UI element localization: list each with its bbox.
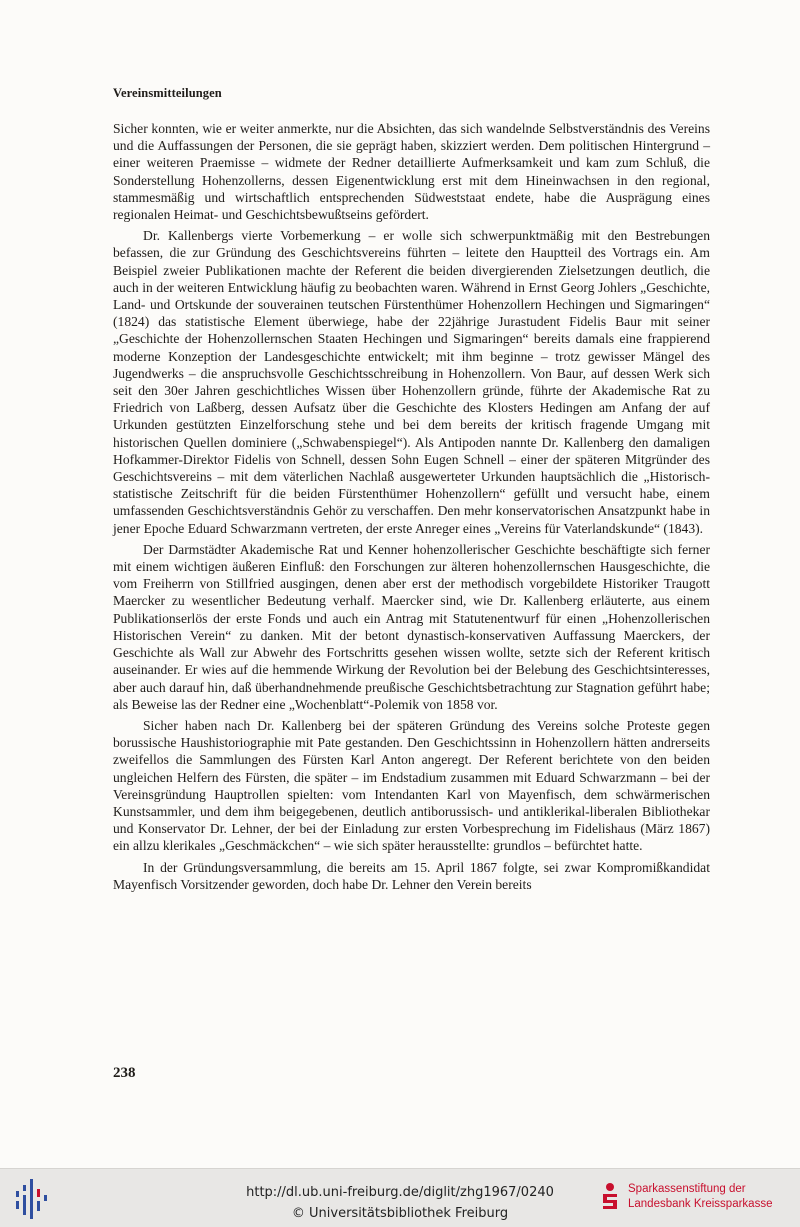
sponsor-line-2: Landesbank Kreissparkasse <box>628 1198 773 1210</box>
paragraph-1: Sicher konnten, wie er weiter anmerkte, nur die Absichten, das sich wandelnde Selbstverständnis des Vereins und die Auffassungen der Personen, die sie geprägt haben, skizziert werden. Dem politischen Hintergrund – einer weiteren Praemisse – widmete der Redner detaillierte Aufmerksamkeit und kam zum Schluß, die Sonderstellung Hohenzollerns, dessen Eigenentwicklung erst mit dem Hineinwachsen in den regional, stammesmäßig und wirtschaftlich entsprechenden Südweststaat endete, habe die Ausprägung eines regionalen Heimat- und Geschichtsbewußtseins gefördert. <box>113 121 710 223</box>
sponsor-line-1: Sparkassenstiftung der <box>628 1183 746 1195</box>
running-head: Vereinsmitteilungen <box>113 86 222 100</box>
copyright-notice: © Universitätsbibliothek Freiburg <box>291 1206 509 1221</box>
viewer-footer <box>0 1168 800 1227</box>
body-text <box>113 120 710 897</box>
paragraph-4: Sicher haben nach Dr. Kallenberg bei der späteren Gründung des Vereins solche Proteste gegen borussische Haushistoriographie mit Pate gestanden. Den Geschichtssinn in Hohenzollern hätten andrerseits zweifellos die Sammlungen des Fürsten Karl Anton angeregt. Der Referent berichtete von den beiden ungleichen Helfern des Fürsten, die später – im Endstadium zusammen mit Eduard Schwarzmann – bei der Vereinsgründung Hauptrollen spielten: vom Intendanten Karl von Mayenfisch, dem schwärmerischen Kunstsammler, und dem ihm beigegebenen, deutlich antiborussisch- und antiklerikal-liberalen Bibliothekar und Konservator Dr. Lehner, der bei der Einladung zur ersten Vorbesprechung im Fidelishaus (März 1867) ein allzu klerikales „Geschmäckchen“ – wie sich später herausstellte: grundlos – befürchtet hatte. <box>113 717 710 854</box>
page-number: 238 <box>113 1065 136 1081</box>
paragraph-2: Dr. Kallenbergs vierte Vorbemerkung – er wolle sich schwerpunktmäßig mit den Bestrebungen befassen, die zur Gründung des Geschichtsvereins führten – leitete den Hauptteil des Vortrags ein. Am Beispiel zweier Publikationen machte der Referent die beiden divergierenden Zielsetzungen deutlich, die auch in der weiteren Entwicklung häufig zu beobachten waren. Während in Ernst Georg Johlers „Geschichte, Land- und Ortskunde der souverainen teutschen Fürstenthümer Hohenzollern Hechingen und Sigmaringen“ (1824) das statistische Element überwiege, habe der 22jährige Jurastudent Fidelis Baur mit seiner „Geschichte der Hohenzollernschen Staaten Hechingen und Sigmaringen“ bereits damals eine frappierend moderne Konzeption der Landesgeschichte entwickelt; mit ihm beginne – trotz gewisser Mängel des Jugendwerks – die anspruchsvolle Geschichtsschreibung in Hohenzollern. Von Baur, auf dessen Werk sich seit den 30er Jahren geschichtliches Wissen über Hohenzollern gründe, führte der Akademische Rat zu Friedrich von Laßberg, dessen Aufsatz über die Geschichte des Klosters Hedingen am Anfang der auf Urkunden gestützten Einzelforschung stehe und bei dem bereits der kritisch fragende Umgang mit historischen Quellen dominiere („Schwabenspiegel“). Als Antipoden nannte Dr. Kallenberg den damaligen Hofkammer-Direktor Fidelis von Schnell, dessen Sohn Eugen Schnell – einer der späteren Mitgründer des Geschichtsvereins – mit dem väterlichen Nachlaß ausgewerteter Urkunden hauptsächlich die „Historisch-statistische Zeitschrift für die beiden Fürstenthümer Hohenzollern“ gefüllt und versucht habe, einem umfassenden Geschichtsverständnis Gehör zu verschaffen. Den mehr konservatorischen Ansatzpunkt habe in jener Epoche Eduard Schwarzmann vertreten, der erste Anreger eines „Vereins für Vaterlandskunde“ (1843). <box>113 228 710 536</box>
sparkasse-logo-icon <box>600 1182 620 1212</box>
paragraph-3: Der Darmstädter Akademische Rat und Kenner hohenzollerischer Geschichte beschäftigte sich ferner mit einem wichtigen äußeren Einfluß: den Forschungen zur älteren hohenzollernschen Hausgeschichte, die vom Freiherrn von Stillfried ausgingen, denen aber erst der methodisch vorgebildete Historiker Traugott Maercker zu wesentlicher Bedeutung verhalf. Maercker sind, wie Dr. Kallenberg erläuterte, aus einem Publikationserlös der erste Fonds und auch ein Antrag mit Statutenentwurf für einen „Hohenzollerischen Historischen Verein“ zu danken. Mit der betont dynastisch-konservativen Auffassung Maerckers, der Geschichte als Wall zur Abwehr des Fortschritts gesehen wissen wollte, setzte sich der Referent kritisch auseinander. Er wies auf die hemmende Wirkung der Revolution bei der Belebung des Geschichtsinteresses, aber auch darauf hin, daß überhandnehmende preußische Geschichtsbetrachtung zur Stagnation geführt habe; als Beweise las der Redner eine „Wochenblatt“-Polemik von 1858 vor. <box>113 541 710 712</box>
document-url-link[interactable]: http://dl.ub.uni-freiburg.de/diglit/zhg1967/0240 <box>246 1185 554 1200</box>
sponsor-text <box>628 1182 796 1212</box>
paragraph-5: In der Gründungsversammlung, die bereits am 15. April 1867 folgte, sei zwar Kompromißkandidat Mayenfisch Vorsitzender geworden, doch habe Dr. Lehner den Verein bereits <box>113 859 710 892</box>
sponsor-block[interactable] <box>600 1180 796 1220</box>
